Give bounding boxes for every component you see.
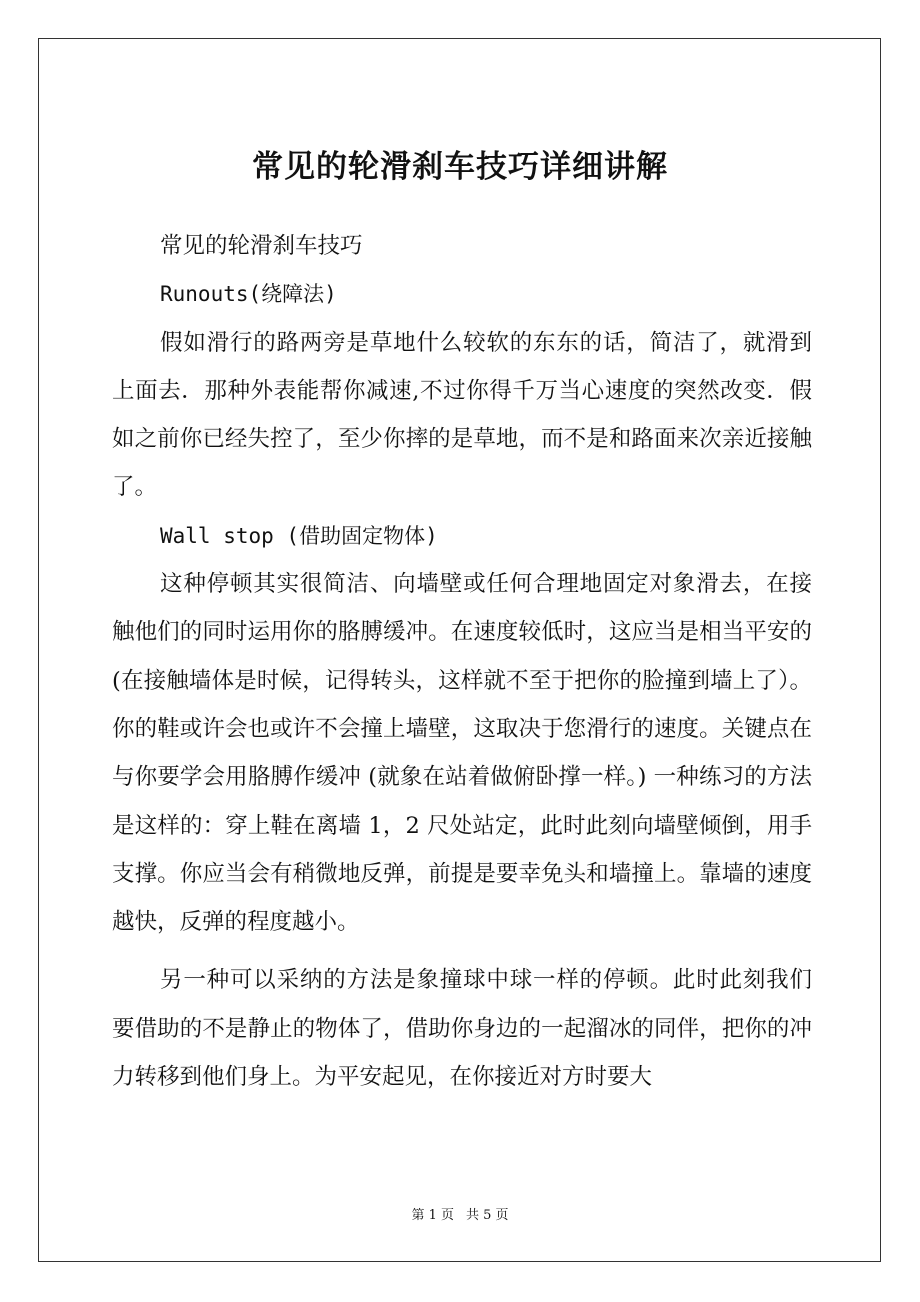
wall-stop-paragraph: 这种停顿其实很简洁、向墙壁或任何合理地固定对象滑去，在接触他们的同时运用你的胳膊缓冲。在速度较低时，这应当是相当平安的(在接触墙体是时候，记得转头，这样就不至于把你的脸撞到墙上了）。你的鞋或许会也或许不会撞上墙壁，这取决于您滑行的速度。关键点在与你要学会用胳膊作缓冲 (就象在站着做俯卧撑一样。) 一种练习的方法是这样的：穿上鞋在离墙 1，2 尺处站定，此时此刻向墙壁倾倒，用手支撑。你应当会有稍微地反弹，前提是要幸免头和墙撞上。靠墙的速度越快，反弹的程度越小。 — [112, 571, 812, 936]
wall-stop-heading — [112, 512, 812, 560]
page-footer — [0, 1206, 920, 1226]
billiard-paragraph: 另一种可以采纳的方法是象撞球中球一样的停顿。此时此刻我们要借助的不是静止的物体了，借助你身边的一起溜冰的同伴，把你的冲力转移到他们身上。为平安起见，在你接近对方时要大 — [112, 967, 812, 1091]
document-title: 常见的轮滑刹车技巧详细讲解 — [252, 149, 668, 185]
runouts-heading-text: Runouts(绕障法) — [160, 282, 337, 307]
wall-stop-heading-text: Wall stop (借助固定物体) — [160, 523, 438, 548]
runouts-paragraph: 假如滑行的路两旁是草地什么较软的东东的话，简洁了，就滑到上面去．那种外表能帮你减速,不过你得千万当心速度的突然改变．假如之前你已经失控了，至少你摔的是草地，而不是和路面来次亲近接触了。 — [112, 329, 812, 501]
document-body — [112, 222, 812, 1101]
subtitle-paragraph: 常见的轮滑刹车技巧 — [160, 233, 363, 259]
page-total: 共 5 页 — [466, 1208, 509, 1223]
runouts-heading — [112, 270, 812, 318]
page-number: 第 1 页 — [411, 1208, 454, 1223]
